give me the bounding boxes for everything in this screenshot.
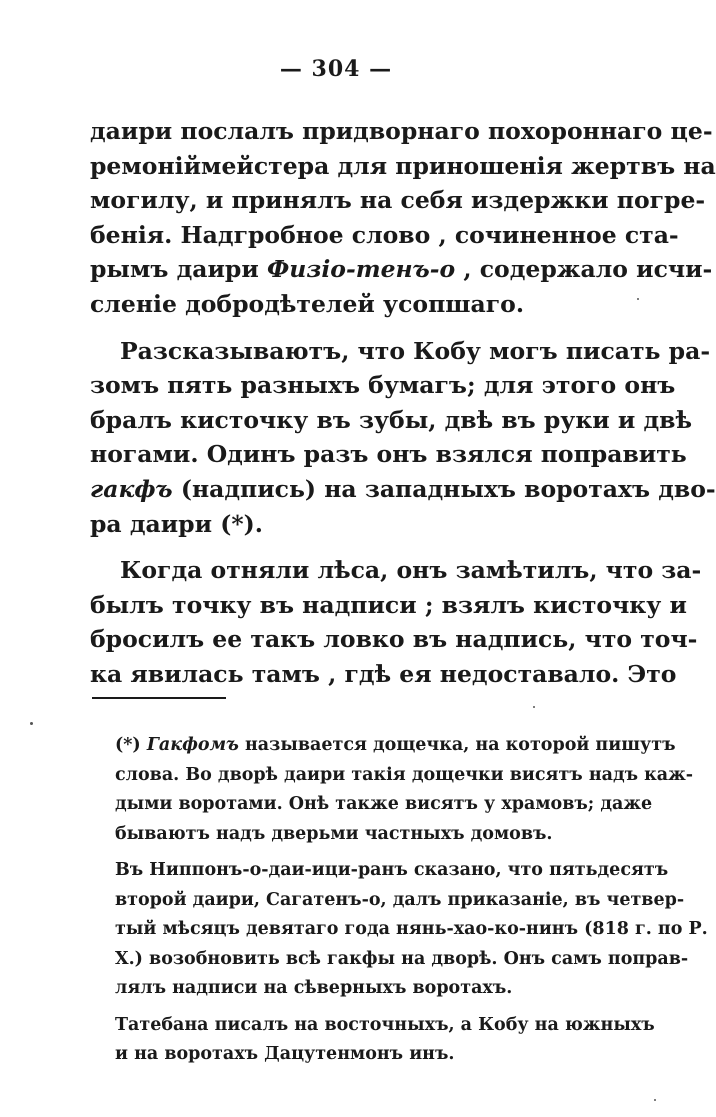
text-line: ногами. Одинъ разъ онъ взялся поправить — [90, 440, 687, 469]
text-line: ра даири (*). — [90, 509, 263, 538]
footnote-line: Татебана писалъ на восточныхъ, а Кобу на южныхъ — [115, 1014, 655, 1035]
footnote-line: лялъ надписи на сѣверныхъ воротахъ. — [115, 978, 513, 998]
footnote-line: Въ Ниппонъ-о-даи-ици-ранъ сказано, что пятьдесятъ — [115, 860, 669, 880]
page-number: — 304 — — [279, 56, 393, 82]
footnote-line: слова. Во дворѣ даири такія дощечки висятъ надъ каж- — [115, 764, 694, 785]
footnote-line: бываютъ надъ дверьми частныхъ домовъ. — [115, 823, 553, 844]
footnote-2 — [115, 856, 708, 1004]
footnote-line: второй даири, Сагатенъ-о, далъ приказаніе, въ четвер- — [115, 889, 685, 910]
text-line: зомъ пять разныхъ бумагъ; для этого онъ — [90, 371, 676, 400]
text-run: называется дощечка, на которой пишутъ — [238, 735, 676, 755]
text-run: рымъ даири — [90, 255, 267, 284]
footnote-line: Х.) возобновить всѣ гакфы на дворѣ. Онъ самъ поправ- — [115, 948, 689, 969]
italic-name: Физіо-тенъ-о — [266, 255, 456, 284]
text-line: Когда отняли лѣса, онъ замѣтилъ, что за- — [120, 556, 702, 585]
main-text — [90, 114, 716, 704]
text-line: ремоніймейстера для приношенія жертвъ на — [90, 151, 716, 180]
paragraph-1 — [90, 114, 716, 322]
paragraph-2 — [90, 334, 716, 542]
footnote-divider — [92, 697, 226, 699]
paragraph-3 — [90, 553, 702, 691]
text-line — [90, 472, 716, 507]
footnote-line: и на воротахъ Дацутенмонъ инъ. — [115, 1044, 455, 1064]
footnote-marker: (*) — [115, 735, 147, 755]
text-run: , содержало исчи- — [455, 255, 713, 284]
text-line: бросилъ ее такъ ловко въ надпись, что точ- — [90, 625, 698, 654]
text-line — [90, 252, 713, 287]
text-line: Разсказываютъ, что Кобу могъ писать ра- — [120, 336, 711, 365]
text-line: бенія. Надгробное слово , сочиненное ста- — [90, 220, 679, 249]
footnote-line: дыми воротами. Онѣ также висятъ у храмовъ; даже — [115, 794, 653, 814]
italic-term: гакфъ — [90, 474, 173, 503]
text-line: могилу, и принялъ на себя издержки погре- — [90, 186, 706, 215]
footnote-line — [115, 731, 676, 761]
print-speck — [654, 1099, 656, 1101]
text-line: ка явилась тамъ , гдѣ ея недоставало. Это — [90, 659, 677, 688]
italic-term: Гакфомъ — [146, 735, 239, 755]
text-line: сленіе добродѣтелей усопшаго. — [90, 289, 525, 318]
print-speck — [533, 706, 535, 708]
footnotes — [115, 731, 708, 1077]
text-run: (надпись) на западныхъ воротахъ дво- — [172, 474, 716, 503]
text-line: даири послалъ придворнаго похороннаго це- — [90, 117, 713, 145]
footnote-line: тый мѣсяцъ девятаго года нянь-хао-ко-нинъ (818 г. по Р. — [115, 919, 708, 939]
print-speck — [637, 298, 639, 300]
text-line: былъ точку въ надписи ; взялъ кисточку и — [90, 590, 687, 619]
footnote-3 — [115, 1011, 655, 1070]
text-line: бралъ кисточку въ зубы, двѣ въ руки и двѣ — [90, 405, 693, 434]
footnote-1 — [115, 731, 694, 849]
print-speck — [30, 722, 33, 725]
